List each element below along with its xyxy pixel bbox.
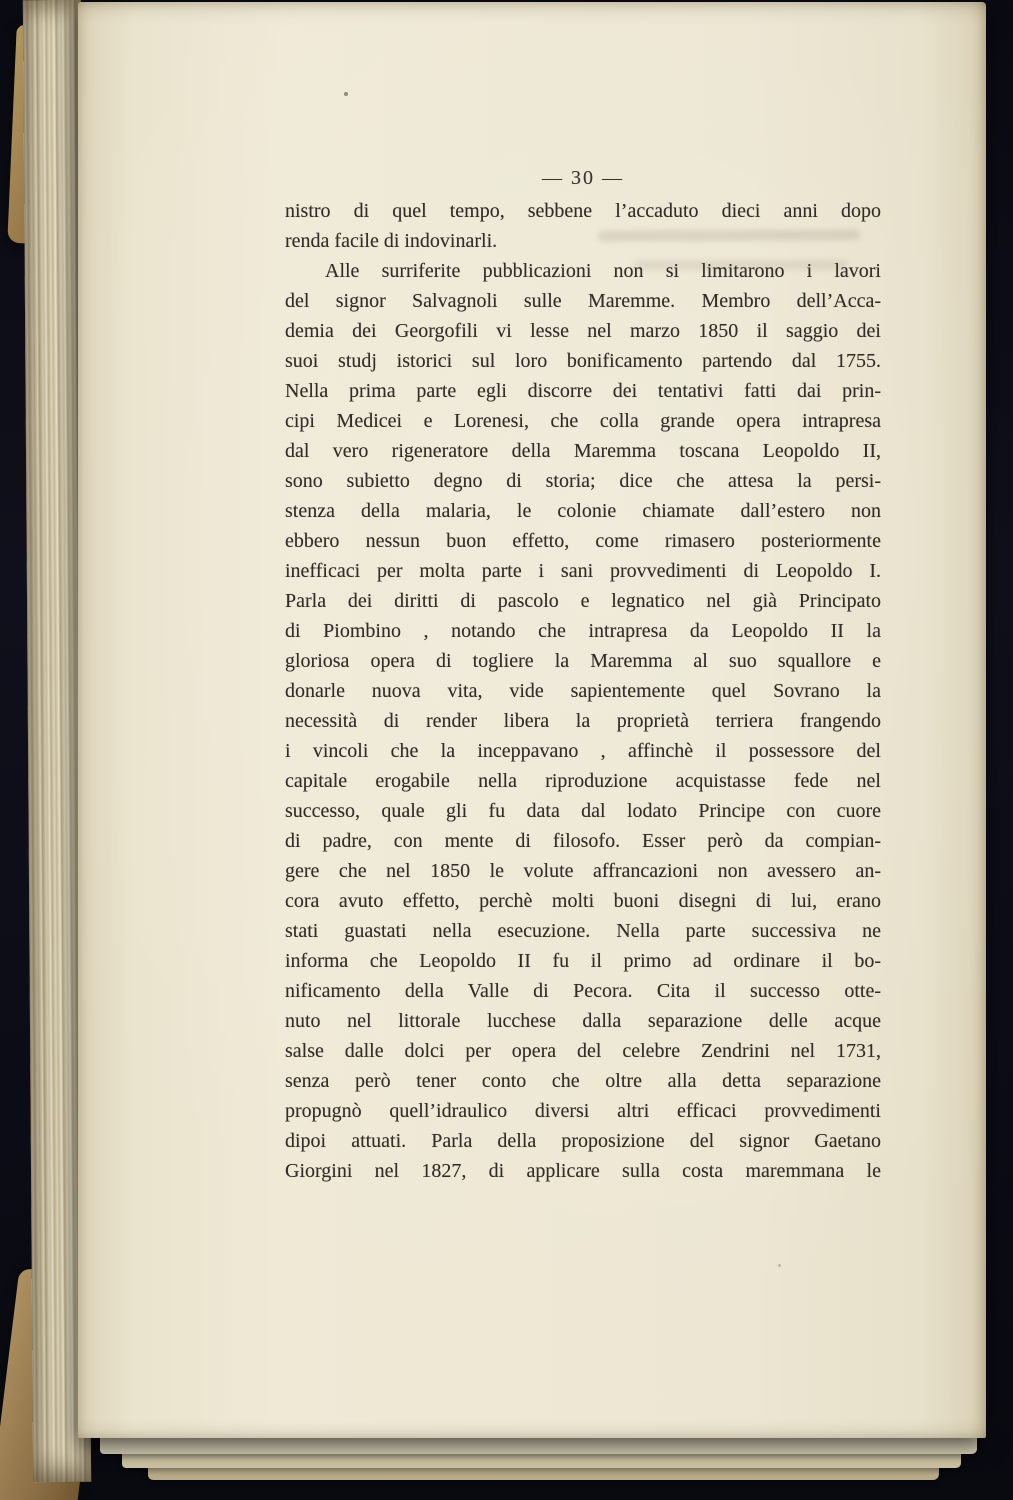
text-line: nuto nel littorale lucchese dalla separazione delle acque: [285, 1010, 881, 1032]
text-line: donarle nuova vita, vide sapientemente quel Sovrano la: [285, 680, 881, 702]
text-line: necessità di render libera la proprietà terriera frangendo: [285, 710, 881, 732]
text-line: ebbero nessun buon effetto, come rimasero posteriormente: [285, 530, 881, 552]
text-line: del signor Salvagnoli sulle Maremme. Membro dell’Acca-: [285, 290, 881, 312]
text-line: demia dei Georgofili vi lesse nel marzo 1850 il saggio dei: [285, 320, 881, 342]
text-line: senza però tener conto che oltre alla detta separazione: [285, 1070, 881, 1092]
paragraph: [285, 256, 881, 1186]
text-line: cora avuto effetto, perchè molti buoni disegni di lui, erano: [285, 890, 881, 912]
text-line: di Piombino , notando che intrapresa da Leopoldo II la: [285, 620, 881, 642]
text-line: informa che Leopoldo II fu il primo ad ordinare il bo-: [285, 950, 881, 972]
text-line: inefficaci per molta parte i sani provvedimenti di Leopoldo I.: [285, 560, 881, 582]
text-line: nificamento della Valle di Pecora. Cita il successo otte-: [285, 980, 881, 1002]
page-text: [285, 196, 881, 1186]
text-line: dipoi attuati. Parla della proposizione del signor Gaetano: [285, 1130, 881, 1152]
paper-speck: [778, 1264, 781, 1267]
book-page: [78, 2, 986, 1438]
text-line: dal vero rigeneratore della Maremma toscana Leopoldo II,: [285, 440, 881, 462]
paragraph: [285, 196, 881, 256]
text-line: successo, quale gli fu data dal lodato Principe con cuore: [285, 800, 881, 822]
text-line: propugnò quell’idraulico diversi altri efficaci provvedimenti: [285, 1100, 881, 1122]
text-line: renda facile di indovinarli.: [285, 230, 498, 252]
page-number: — 30 —: [542, 167, 624, 189]
text-line: capitale erogabile nella riproduzione acquistasse fede nel: [285, 770, 881, 792]
text-line: di padre, con mente di filosofo. Esser però da compian-: [285, 830, 881, 852]
text-line: gloriosa opera di togliere la Maremma al suo squallore e: [285, 650, 881, 672]
text-line: Nella prima parte egli discorre dei tentativi fatti dai prin-: [285, 380, 881, 402]
text-line: stati guastati nella esecuzione. Nella parte successiva ne: [285, 920, 881, 942]
text-line: salse dalle dolci per opera del celebre Zendrini nel 1731,: [285, 1040, 881, 1062]
text-line: sono subietto degno di storia; dice che attesa la persi-: [285, 470, 881, 492]
text-line: i vincoli che la inceppavano , affinchè il possessore del: [285, 740, 881, 762]
text-line: nistro di quel tempo, sebbene l’accaduto dieci anni dopo: [285, 200, 881, 222]
text-line: Parla dei diritti di pascolo e legnatico nel già Principato: [285, 590, 881, 612]
text-line: gere che nel 1850 le volute affrancazioni non avessero an-: [285, 860, 881, 882]
text-line: suoi studj istorici sul loro bonificamento partendo dal 1755.: [285, 350, 881, 372]
text-line: cipi Medicei e Lorenesi, che colla grande opera intrapresa: [285, 410, 881, 432]
text-line: Giorgini nel 1827, di applicare sulla costa maremmana le: [285, 1160, 881, 1182]
text-line: stenza della malaria, le colonie chiamate dall’estero non: [285, 500, 881, 522]
paper-speck: [344, 92, 348, 96]
text-line: Alle surriferite pubblicazioni non si limitarono i lavori: [325, 260, 881, 282]
